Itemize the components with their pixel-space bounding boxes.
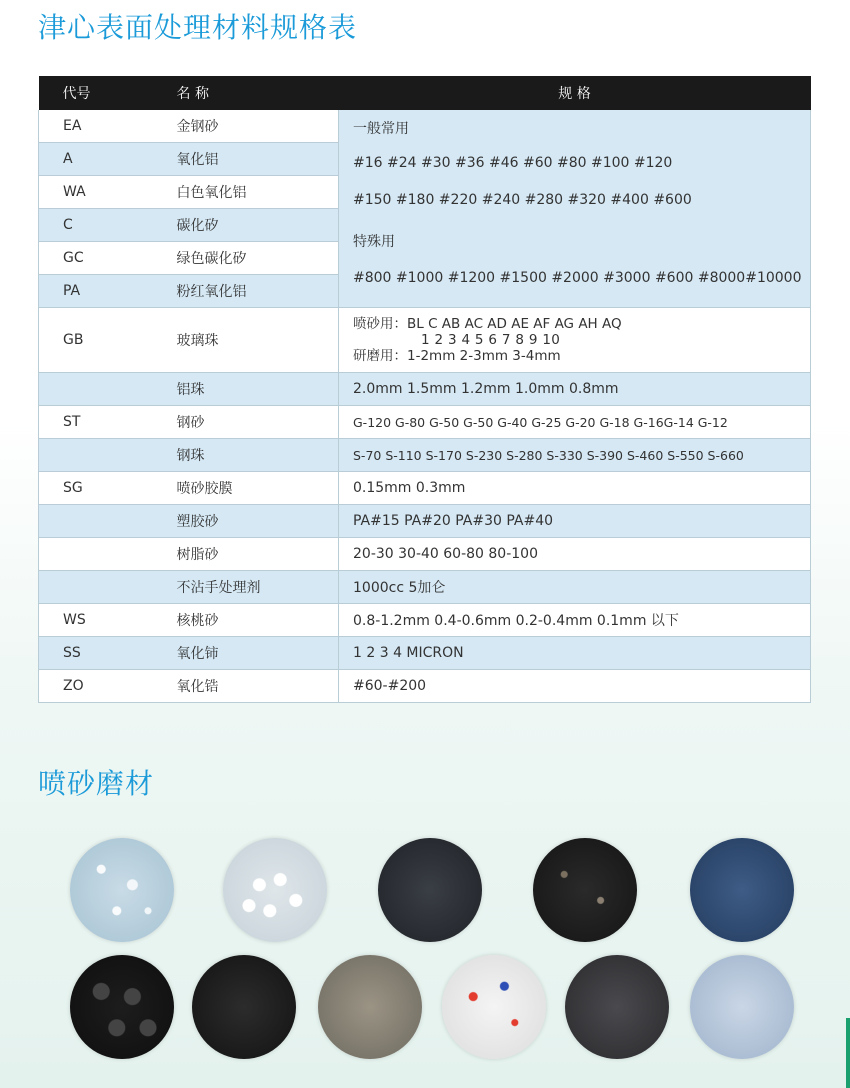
row-code: GC [39,242,159,275]
row-name: 氧化锆 [159,670,339,703]
row-code: GB [39,308,159,373]
row-spec: 2.0mm 1.5mm 1.2mm 1.0mm 0.8mm [339,373,811,406]
row-code [39,505,159,538]
row-name: 喷砂胶膜 [159,472,339,505]
row-spec: #60-#200 [339,670,811,703]
row-name: 金钢砂 [159,110,339,143]
row-code [39,439,159,472]
row-spec: S-70 S-110 S-170 S-230 S-280 S-330 S-390 S-460 S-550 S-660 [339,439,811,472]
row-spec: PA#15 PA#20 PA#30 PA#40 [339,505,811,538]
steel-shot-blue-sample-image [690,838,794,942]
table-row [39,571,811,604]
spec-table [38,76,811,703]
merged-spec-cell [339,110,811,308]
table-row [39,110,811,143]
table-header-row [39,76,811,110]
section-title: 喷砂磨材 [38,767,155,800]
row-name: 钢砂 [159,406,339,439]
table-row [39,538,811,571]
row-code: SG [39,472,159,505]
gb-grade-numbers: 1 2 3 4 5 6 7 8 9 10 [421,332,561,348]
table-row [39,670,811,703]
row-name: 氧化铈 [159,637,339,670]
row-code: A [39,143,159,176]
row-code: ZO [39,670,159,703]
row-name: 塑胶砂 [159,505,339,538]
dark-fine-grit-sample-image [565,955,669,1059]
row-spec: 1 2 3 4 MICRON [339,637,811,670]
row-spec: 0.8-1.2mm 0.4-0.6mm 0.2-0.4mm 0.1mm 以下 [339,604,811,637]
table-row [39,373,811,406]
row-name: 白色氧化铝 [159,176,339,209]
light-blue-media-sample-image [690,955,794,1059]
metal-shot-fine-sample-image [318,955,422,1059]
row-spec: 0.15mm 0.3mm [339,472,811,505]
spec-general-grits-1: #16 #24 #30 #36 #46 #60 #80 #100 #120 [353,155,673,171]
row-code [39,538,159,571]
row-name: 氧化铝 [159,143,339,176]
row-spec: 1000cc 5加仑 [339,571,811,604]
row-name: 粉红氧化铝 [159,275,339,308]
row-name: 树脂砂 [159,538,339,571]
row-spec: 20-30 30-40 60-80 80-100 [339,538,811,571]
white-bead-sample-image [223,838,327,942]
black-grit-sample-image [192,955,296,1059]
row-name: 钢珠 [159,439,339,472]
row-code: C [39,209,159,242]
row-name: 碳化矽 [159,209,339,242]
spec-general-label: 一般常用 [353,121,409,137]
table-row [39,472,811,505]
gb-spec-cell [339,308,811,373]
table-row [39,604,811,637]
table-row [39,406,811,439]
spec-special-label: 特殊用 [353,234,395,250]
header-code: 代号 [39,76,159,110]
spec-special-grits: #800 #1000 #1200 #1500 #2000 #3000 #600 #8000#10000 [353,270,802,286]
row-code [39,373,159,406]
row-code: EA [39,110,159,143]
gb-blast-grades: 喷砂用：BL C AB AC AD AE AF AG AH AQ [353,316,622,332]
row-code [39,571,159,604]
spec-general-grits-2: #150 #180 #220 #240 #280 #320 #400 #600 [353,192,692,208]
table-row [39,439,811,472]
row-spec: G-120 G-80 G-50 G-50 G-40 G-25 G-20 G-18 G-16G-14 G-12 [339,406,811,439]
gb-grinding-sizes: 研磨用：1-2mm 2-3mm 3-4mm [353,348,561,364]
row-code: WS [39,604,159,637]
header-spec: 规 格 [339,76,811,110]
row-name: 铝珠 [159,373,339,406]
page-title: 津心表面处理材料规格表 [38,11,358,44]
row-code: ST [39,406,159,439]
row-name: 玻璃珠 [159,308,339,373]
row-code: SS [39,637,159,670]
dark-grit-fine-sample-image [378,838,482,942]
table-row [39,308,811,373]
row-code: PA [39,275,159,308]
row-name: 不沾手处理剂 [159,571,339,604]
glass-bead-crushed-sample-image [70,838,174,942]
header-name: 名 称 [159,76,339,110]
table-row [39,637,811,670]
dark-grit-coarse-sample-image [533,838,637,942]
row-name: 核桃砂 [159,604,339,637]
plastic-media-sample-image [442,955,546,1059]
black-ball-large-sample-image [70,955,174,1059]
row-name: 绿色碳化矽 [159,242,339,275]
row-code: WA [39,176,159,209]
table-row [39,505,811,538]
accent-bar [846,1018,850,1088]
